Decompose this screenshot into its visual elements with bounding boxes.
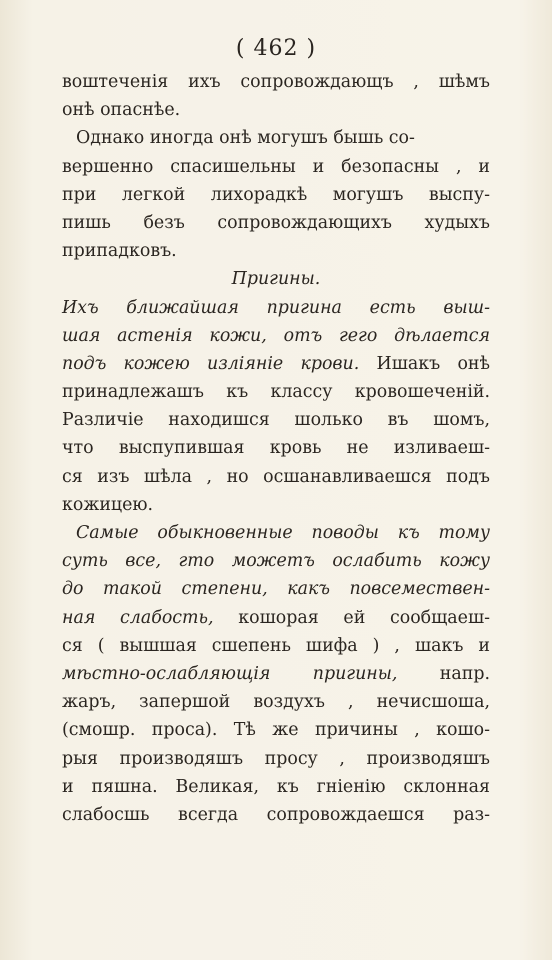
text-line [62,547,490,575]
text-run: мѣстно-ослабляющія пригины, [62,663,398,684]
text-run: (смошр. проса). Тѣ же причины , кошо- [62,720,490,741]
text-run: Ишакъ онѣ [359,353,490,374]
text-line [62,294,490,322]
text-run: Ихъ ближайшая пригина есть выш- [62,297,490,318]
text-line [62,434,490,462]
text-run: и пяшна. Великая, къ гніенію склонная [62,776,490,797]
text-run: Пригины. [231,269,321,290]
text-line [62,96,490,124]
text-line [62,406,490,434]
text-run: пишь безъ сопровождающихъ худыхъ [62,212,490,233]
text-run: шая астенія кожи, отъ гего дѣлается [62,325,490,346]
page-number: ( 462 ) [235,36,317,61]
text-line [62,237,490,265]
text-run: при легкой лихорадкѣ могушъ выспу- [62,184,490,205]
text-line [62,463,490,491]
text-line [62,632,490,660]
text-line [62,378,490,406]
text-line [62,322,490,350]
text-line [62,716,490,744]
text-run: ся ( вышшая сшепень шифа ) , шакъ и [62,635,490,656]
text-line [62,604,490,632]
text-run: подъ кожею изліяніе крови. [62,353,360,374]
text-run: что выспупившая кровь не изливаеш- [62,438,490,459]
text-line [62,575,490,603]
body-text [62,68,490,829]
text-run: ная слабость, [62,607,214,628]
text-run: онѣ опаснѣе. [62,100,181,121]
text-line [62,181,490,209]
text-run: кожицею. [62,494,154,515]
text-run: принадлежашъ къ классу кровошеченій. [62,382,490,403]
text-line [62,350,490,378]
text-line [62,660,490,688]
text-line [62,688,490,716]
text-line [62,745,490,773]
text-line [62,153,490,181]
text-run: ся изъ шѣла , но осшанавливаешся подъ [62,466,490,487]
text-line [62,773,490,801]
text-run: Самые обыкновенные поводы къ тому [76,523,490,543]
text-run: рыя производяшъ просу , производяшъ [62,748,490,769]
text-run: припадковъ. [62,241,177,262]
text-line [62,124,490,152]
text-run: жаръ, запершой воздухъ , нечисшоша, [62,692,490,713]
text-line [62,519,490,547]
text-line [62,801,490,829]
text-line [62,209,490,237]
section-heading [62,265,490,293]
text-run: воштеченія ихъ сопровождающъ , шѣмъ [62,72,490,92]
text-line [62,68,490,96]
text-run: слабосшь всегда сопровождаешся раз- [62,804,490,825]
text-run: до такой степени, какъ повсемествен- [62,579,490,600]
text-line [62,491,490,519]
text-run: суть все, гто можетъ ослабить кожу [62,551,490,572]
text-run: Однако иногда онѣ могушъ бышь со- [76,128,415,149]
text-run: кошорая ей сообщаеш- [213,607,491,628]
text-run: Различіе находишся шолько въ шомъ, [62,410,490,431]
text-run: напр. [397,663,490,684]
text-run: вершенно спасишельны и безопасны , и [62,156,490,177]
